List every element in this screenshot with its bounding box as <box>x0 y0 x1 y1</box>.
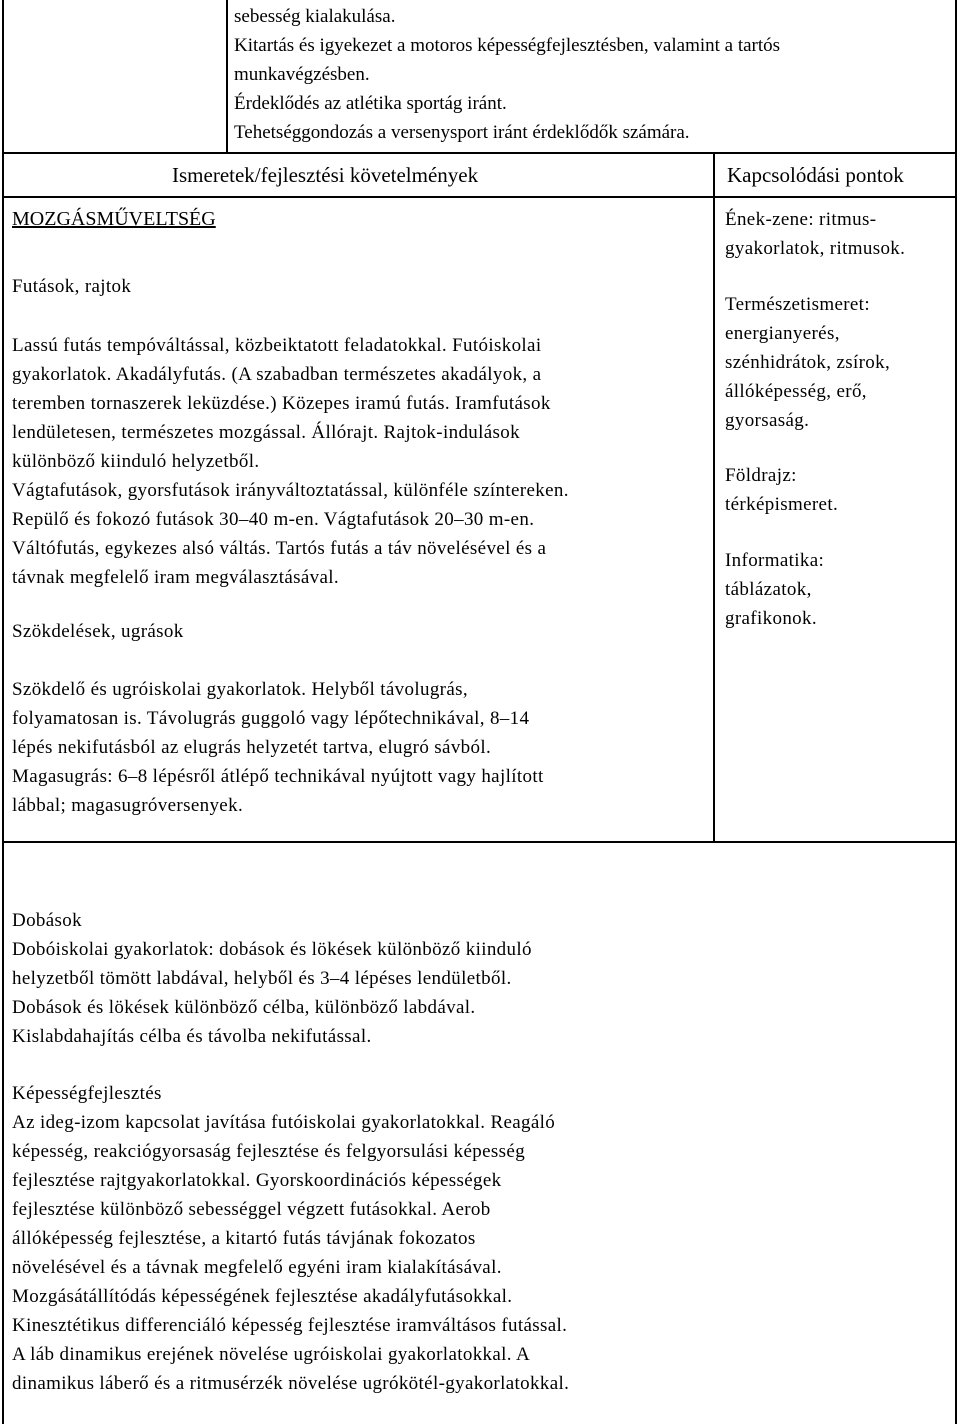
header-connections: Kapcsolódási pontok <box>727 163 904 187</box>
skills-line: Az ideg-izom kapcsolat javítása futóiskolai gyakorlatokkal. Reagáló <box>12 1112 556 1133</box>
running-text <box>12 331 569 592</box>
header-requirements: Ismeretek/fejlesztési követelmények <box>172 163 479 187</box>
running-title: Futások, rajtok <box>12 276 132 297</box>
top-line: Érdeklődés az atlétika sportág iránt. <box>234 93 507 114</box>
jumping-text <box>12 675 544 820</box>
jumping-line: Magasugrás: 6–8 lépésről átlépő technikával nyújtott vagy hajlított <box>12 766 544 787</box>
jumping-line: Szökdelő és ugróiskolai gyakorlatok. Helyből távolugrás, <box>12 679 468 700</box>
connection-subject: Földrajz: <box>725 465 797 486</box>
throwing-line: Dobások és lökések különböző célba, különböző labdával. <box>12 997 476 1018</box>
column-divider <box>713 152 715 842</box>
connection-detail: térképismeret. <box>725 494 839 515</box>
running-line: Repülő és fokozó futások 30–40 m-en. Vágtafutások 20–30 m-en. <box>12 509 535 530</box>
connection-science <box>725 290 890 435</box>
connection-geography <box>725 461 838 519</box>
running-line: teremben tornaszerek leküzdése.) Közepes iramú futás. Iramfutások <box>12 393 551 414</box>
jumping-line: lábbal; magasugróversenyek. <box>12 795 244 816</box>
connection-music <box>725 205 905 263</box>
header-row-bottom-border <box>2 196 957 198</box>
running-line: lendületesen, természetes mozgással. Állórajt. Rajtok-indulások <box>12 422 520 443</box>
running-line: Váltófutás, egykezes alsó váltás. Tartós futás a táv növelésével és a <box>12 538 547 559</box>
jumping-line: folyamatosan is. Távolugrás guggoló vagy lépőtechnikával, 8–14 <box>12 708 530 729</box>
top-row-divider <box>226 0 228 152</box>
throwing-line: helyzetből tömött labdával, helyből és 3–4 lépéses lendületből. <box>12 968 512 989</box>
section-title: MOZGÁSMŰVELTSÉG <box>12 208 216 230</box>
skills-line: képesség, reakciógyorsaság fejlesztése és felgyorsulási képesség <box>12 1141 526 1162</box>
connection-subject: Informatika: <box>725 550 825 571</box>
section-divider <box>2 841 957 843</box>
skills-line: Kinesztétikus differenciáló képesség fejlesztése iramváltásos futással. <box>12 1315 568 1336</box>
skills-line: növelésével és a távnak megfelelő egyéni iram kialakításával. <box>12 1257 502 1278</box>
skills-line: dinamikus láberő és a ritmusérzék növelése ugrókötél-gyakorlatokkal. <box>12 1373 570 1394</box>
throwing-line: Dobóiskolai gyakorlatok: dobások és lökések különböző kiinduló <box>12 939 532 960</box>
connection-detail: állóképesség, erő, <box>725 381 867 402</box>
running-line: különböző kiinduló helyzetből. <box>12 451 260 472</box>
skills-line: fejlesztése különböző sebességgel végzett futásokkal. Aerob <box>12 1199 491 1220</box>
throwing-section <box>12 906 532 1051</box>
skills-line: Mozgásátállítódás képességének fejlesztése akadályfutásokkal. <box>12 1286 513 1307</box>
skills-line: A láb dinamikus erejének növelése ugróiskolai gyakorlatokkal. A <box>12 1344 531 1365</box>
top-line: Kitartás és igyekezet a motoros képességfejlesztésben, valamint a tartós <box>234 35 781 56</box>
jumping-title: Szökdelések, ugrások <box>12 621 184 642</box>
connection-subject: Természetismeret: <box>725 294 870 315</box>
running-line: gyakorlatok. Akadályfutás. (A szabadban természetes akadályok, a <box>12 364 542 385</box>
top-line: Tehetséggondozás a versenysport iránt érdeklődők számára. <box>234 122 690 143</box>
running-line: távnak megfelelő iram megválasztásával. <box>12 567 340 588</box>
connection-subject: Ének-zene: ritmus- <box>725 209 877 230</box>
top-line: munkavégzésben. <box>234 64 370 85</box>
top-cell-text <box>234 2 780 147</box>
connection-detail: gyorsaság. <box>725 410 810 431</box>
connection-detail: energianyerés, <box>725 323 840 344</box>
connection-informatics <box>725 546 824 633</box>
jumping-line: lépés nekifutásból az elugrás helyzetét tartva, elugró sávból. <box>12 737 492 758</box>
skills-section <box>12 1079 569 1398</box>
connection-detail: szénhidrátok, zsírok, <box>725 352 891 373</box>
table-border-right <box>955 0 957 1424</box>
connection-detail: gyakorlatok, ritmusok. <box>725 238 906 259</box>
header-row-top-border <box>2 152 957 154</box>
table-border-left <box>2 0 4 1424</box>
skills-line: állóképesség fejlesztése, a kitartó futás távjának fokozatos <box>12 1228 476 1249</box>
throwing-title: Dobások <box>12 910 82 931</box>
running-line: Lassú futás tempóváltással, közbeiktatott feladatokkal. Futóiskolai <box>12 335 542 356</box>
top-line: sebesség kialakulása. <box>234 6 396 27</box>
skills-line: fejlesztése rajtgyakorlatokkal. Gyorskoordinációs képességek <box>12 1170 502 1191</box>
connection-detail: táblázatok, <box>725 579 812 600</box>
connection-detail: grafikonok. <box>725 608 817 629</box>
throwing-line: Kislabdahajítás célba és távolba nekifutással. <box>12 1026 372 1047</box>
skills-title: Képességfejlesztés <box>12 1083 162 1104</box>
running-line: Vágtafutások, gyorsfutások irányváltoztatással, különféle színtereken. <box>12 480 569 501</box>
